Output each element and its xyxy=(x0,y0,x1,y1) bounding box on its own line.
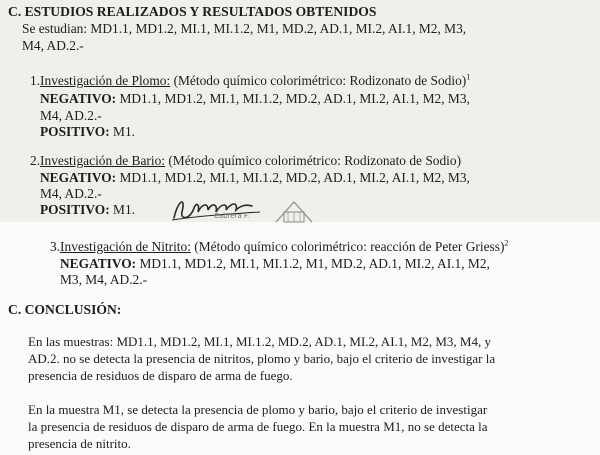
plomo-positivo-label: POSITIVO: xyxy=(40,124,110,139)
nitrito-method: (Método químico colorimétrico: reacción de Peter Griess) xyxy=(190,239,505,254)
nitrito-negativo-values: MD1.1, MD1.2, MI.1, MI.1.2, M1, MD.2, AD.1, MI.2, AI.1, M2, xyxy=(136,256,490,271)
institution-seal-icon xyxy=(272,198,316,224)
conclusion-p2-line-1: En la muestra M1, se detecta la presencia de plomo y bario, bajo el criterio de investigar xyxy=(28,402,488,417)
bario-negativo-line-2: M4, AD.2.- xyxy=(40,186,102,201)
handwritten-signature xyxy=(168,190,268,226)
bario-number: 2. xyxy=(30,153,41,168)
conclusion-heading: C. CONCLUSIÓN: xyxy=(8,302,122,317)
nitrito-title: Investigación de Nitrito: xyxy=(60,239,191,254)
nitrito-negativo-label: NEGATIVO: xyxy=(60,256,137,271)
plomo-number: 1. xyxy=(30,73,41,88)
plomo-negativo-label: NEGATIVO: xyxy=(40,91,117,106)
studied-samples-line-2: M4, AD.2.- xyxy=(22,38,84,53)
plomo-negativo-line-2: M4, AD.2.- xyxy=(40,108,102,123)
conclusion-p1-line-3: presencia de residuos de disparo de arma de fuego. xyxy=(28,368,293,383)
conclusion-p1-line-2: AD.2. no se detecta la presencia de nitritos, plomo y bario, bajo el criterio de investigar la xyxy=(28,351,496,366)
plomo-footnote: 1 xyxy=(466,72,471,82)
bario-negativo-label: NEGATIVO: xyxy=(40,170,117,185)
conclusion-p2-line-2: la presencia de residuos de disparo de arma de fuego. En la muestra M1, no se detecta la xyxy=(28,419,488,434)
plomo-title-line xyxy=(30,73,470,89)
nitrito-number: 3. xyxy=(50,239,61,254)
bario-method: (Método químico colorimétrico: Rodizonato de Sodio) xyxy=(165,153,462,168)
bario-negativo-values: MD1.1, MD1.2, MI.1, MI.1.2, MD.2, AD.1, MI.2, AI.1, M2, M3, xyxy=(116,170,470,185)
nitrito-negativo-line-1 xyxy=(60,256,490,272)
bario-positivo-line xyxy=(40,202,135,218)
nitrito-footnote: 2 xyxy=(504,238,509,248)
plomo-method: (Método químico colorimétrico: Rodizonato de Sodio) xyxy=(170,73,467,88)
conclusion-p1-line-1: En las muestras: MD1.1, MD1.2, MI.1, MI.1.2, MD.2, AD.1, MI.2, AI.1, M2, M3, M4, y xyxy=(28,334,491,349)
stamp-name-text: Cabrera F. xyxy=(214,212,250,220)
bario-title-line xyxy=(30,153,461,169)
nitrito-negativo-line-2: M3, M4, AD.2.- xyxy=(60,272,148,287)
nitrito-title-line xyxy=(50,239,508,255)
plomo-positivo-value: M1. xyxy=(109,124,135,139)
plomo-positivo-line xyxy=(40,124,135,140)
section-heading-results: C. ESTUDIOS REALIZADOS Y RESULTADOS OBTENIDOS xyxy=(8,4,377,19)
plomo-negativo-line-1 xyxy=(40,91,470,107)
bario-negativo-line-1 xyxy=(40,170,470,186)
plomo-negativo-values: MD1.1, MD1.2, MI.1, MI.1.2, MD.2, AD.1, MI.2, AI.1, M2, M3, xyxy=(116,91,470,106)
plomo-title: Investigación de Plomo: xyxy=(40,73,171,88)
bario-positivo-value: M1. xyxy=(109,202,135,217)
bario-positivo-label: POSITIVO: xyxy=(40,202,110,217)
studied-samples-line-1: Se estudian: MD1.1, MD1.2, MI.1, MI.1.2, M1, MD.2, AD.1, MI.2, AI.1, M2, M3, xyxy=(22,21,467,36)
bario-title: Investigación de Bario: xyxy=(40,153,165,168)
conclusion-p2-line-3: presencia de nitrito. xyxy=(28,436,131,451)
